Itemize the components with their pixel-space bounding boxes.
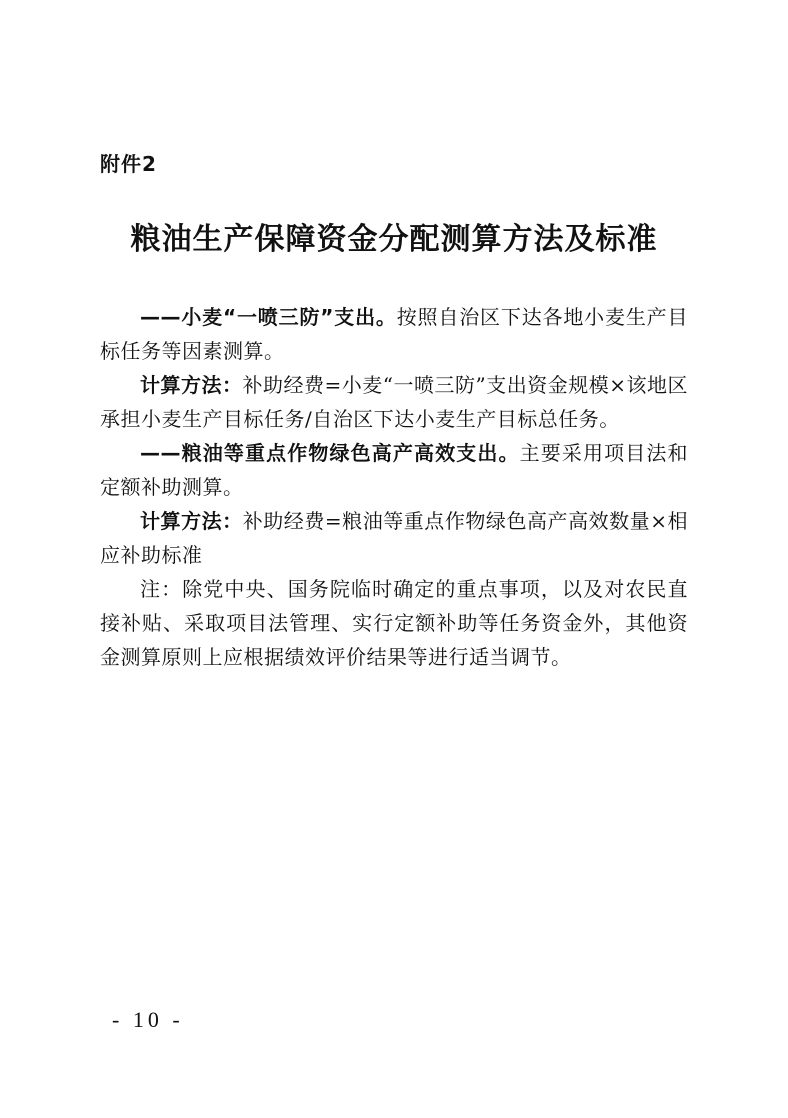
paragraph-label: 计算方法： [140, 509, 243, 533]
attachment-label: 附件2 [100, 152, 157, 176]
paragraph-text: 按照自治区下达各地小麦生产目标任务等因素测算。 [100, 305, 688, 363]
paragraph-text: 注：除党中央、国务院临时确定的重点事项，以及对农民直接补贴、采取项目法管理、实行定额补助等任务资金外，其他资金测算原则上应根据绩效评价结果等进行适当调节。 [100, 577, 688, 669]
paragraph-text: 补助经费=粮油等重点作物绿色高产高效数量×相应补助标准 [100, 509, 689, 567]
paragraph-wheat-formula [100, 368, 688, 436]
paragraph-wheat-expenditure [100, 300, 688, 368]
paragraph-text: 补助经费=小麦“一喷三防”支出资金规模×该地区承担小麦生产目标任务/自治区下达小麦生产目标总任务。 [100, 373, 689, 431]
document-body [100, 300, 688, 674]
page-number: - 10 - [112, 1007, 184, 1032]
paragraph-note [100, 572, 688, 674]
paragraph-label: ——小麦“一喷三防”支出。 [140, 305, 397, 329]
paragraph-green-crops-formula [100, 504, 688, 572]
paragraph-green-crops-expenditure [100, 436, 688, 504]
paragraph-label: ——粮油等重点作物绿色高产高效支出。 [140, 441, 520, 465]
document-title: 粮油生产保障资金分配测算方法及标准 [130, 222, 658, 257]
paragraph-text: 主要采用项目法和定额补助测算。 [100, 441, 688, 499]
paragraph-label: 计算方法： [140, 373, 243, 397]
